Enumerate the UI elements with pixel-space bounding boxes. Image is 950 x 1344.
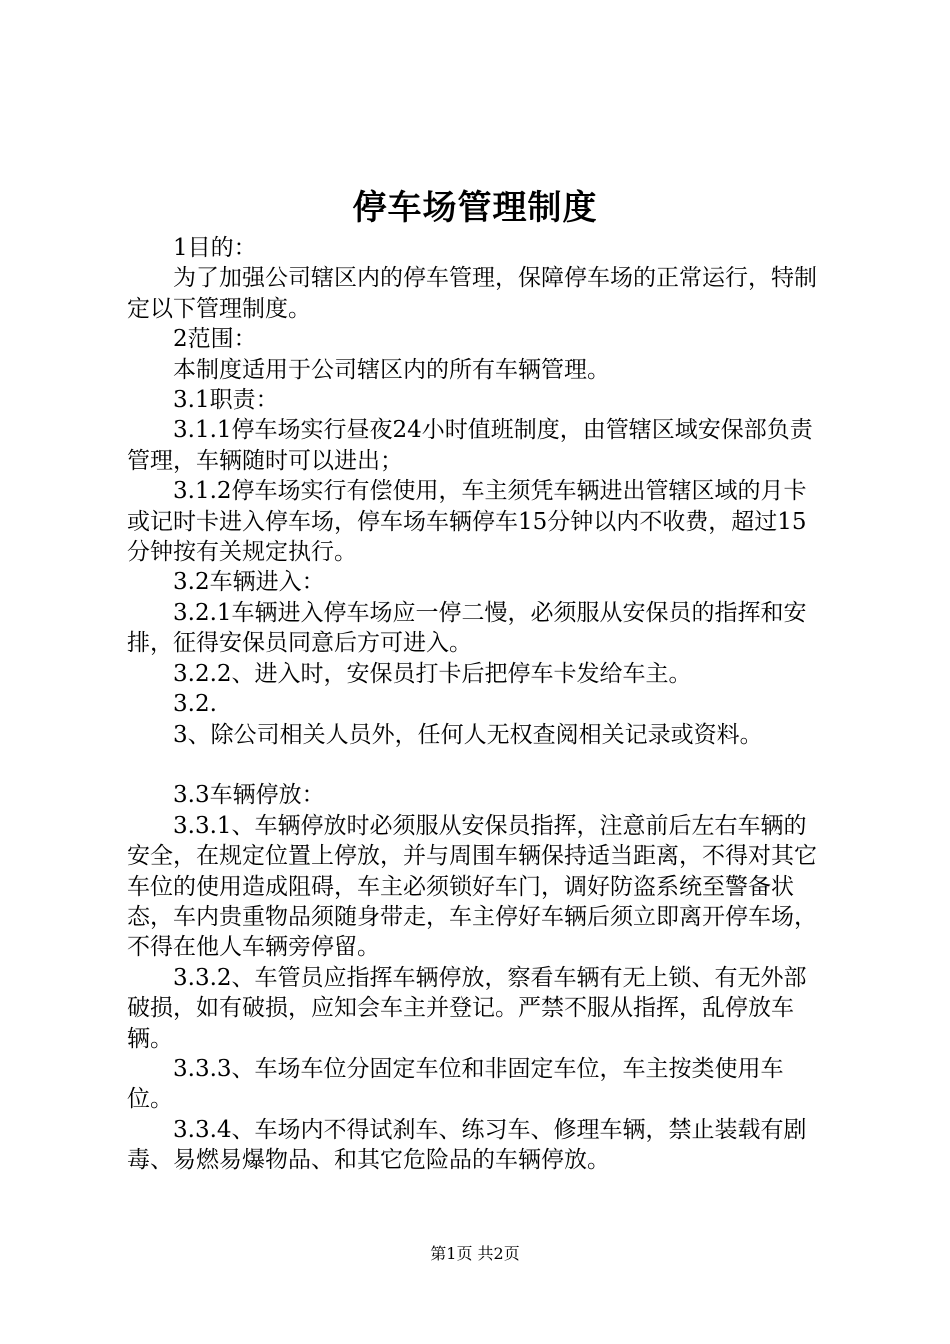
paragraph: 3.2.1车辆进入停车场应一停二慢，必须服从安保员的指挥和安排，征得安保员同意后方可进入。 — [127, 599, 807, 657]
paragraph: 3.3.1、车辆停放时必须服从安保员指挥，注意前后左右车辆的安全，在规定位置上停放，并与周围车辆保持适当距离，不得对其它车位的使用造成阻碍，车主必须锁好车门，调好防盗系统至警备状态，车内贵重物品须随身带走，车主停好车辆后须立即离开停车场，不得在他人车辆旁停留。 — [127, 812, 817, 961]
blank-line — [127, 750, 827, 780]
document-title: 停车场管理制度 — [352, 188, 598, 228]
paragraph: 1目的： — [173, 235, 257, 261]
document-body — [127, 233, 827, 1176]
paragraph: 3.2车辆进入： — [173, 569, 325, 596]
paragraph: 2范围： — [173, 326, 257, 353]
paragraph: 3.1职责： — [173, 387, 279, 414]
paragraph: 3.3.3、车场车位分固定车位和非固定车位，车主按类使用车位。 — [127, 1055, 784, 1113]
paragraph: 3.3.2、车管员应指挥车辆停放，察看车辆有无上锁、有无外部破损，如有破损，应知会车主并登记。严禁不服从指挥，乱停放车辆。 — [127, 964, 807, 1052]
page-footer: 第1页 共2页 — [430, 1244, 520, 1263]
paragraph: 为了加强公司辖区内的停车管理，保障停车场的正常运行，特制定以下管理制度。 — [127, 265, 817, 322]
paragraph: 3.1.1停车场实行昼夜24小时值班制度，由管辖区域安保部负责管理，车辆随时可以进出； — [127, 417, 813, 474]
paragraph: 3.3车辆停放： — [173, 782, 325, 809]
paragraph: 3.1.2停车场实行有偿使用，车主须凭车辆进出管辖区域的月卡或记时卡进入停车场，停车场车辆停车15分钟以内不收费，超过15分钟按有关规定执行。 — [127, 478, 807, 566]
paragraph: 3.2. — [173, 691, 217, 718]
paragraph: 3.2.2、进入时，安保员打卡后把停车卡发给车主。 — [173, 660, 692, 687]
paragraph: 本制度适用于公司辖区内的所有车辆管理。 — [173, 356, 610, 383]
paragraph: 3.3.4、车场内不得试刹车、练习车、修理车辆，禁止装载有剧毒、易燃易爆物品、和其它危险品的车辆停放。 — [127, 1116, 807, 1174]
paragraph: 3、除公司相关人员外，任何人无权查阅相关记录或资料。 — [173, 721, 763, 748]
